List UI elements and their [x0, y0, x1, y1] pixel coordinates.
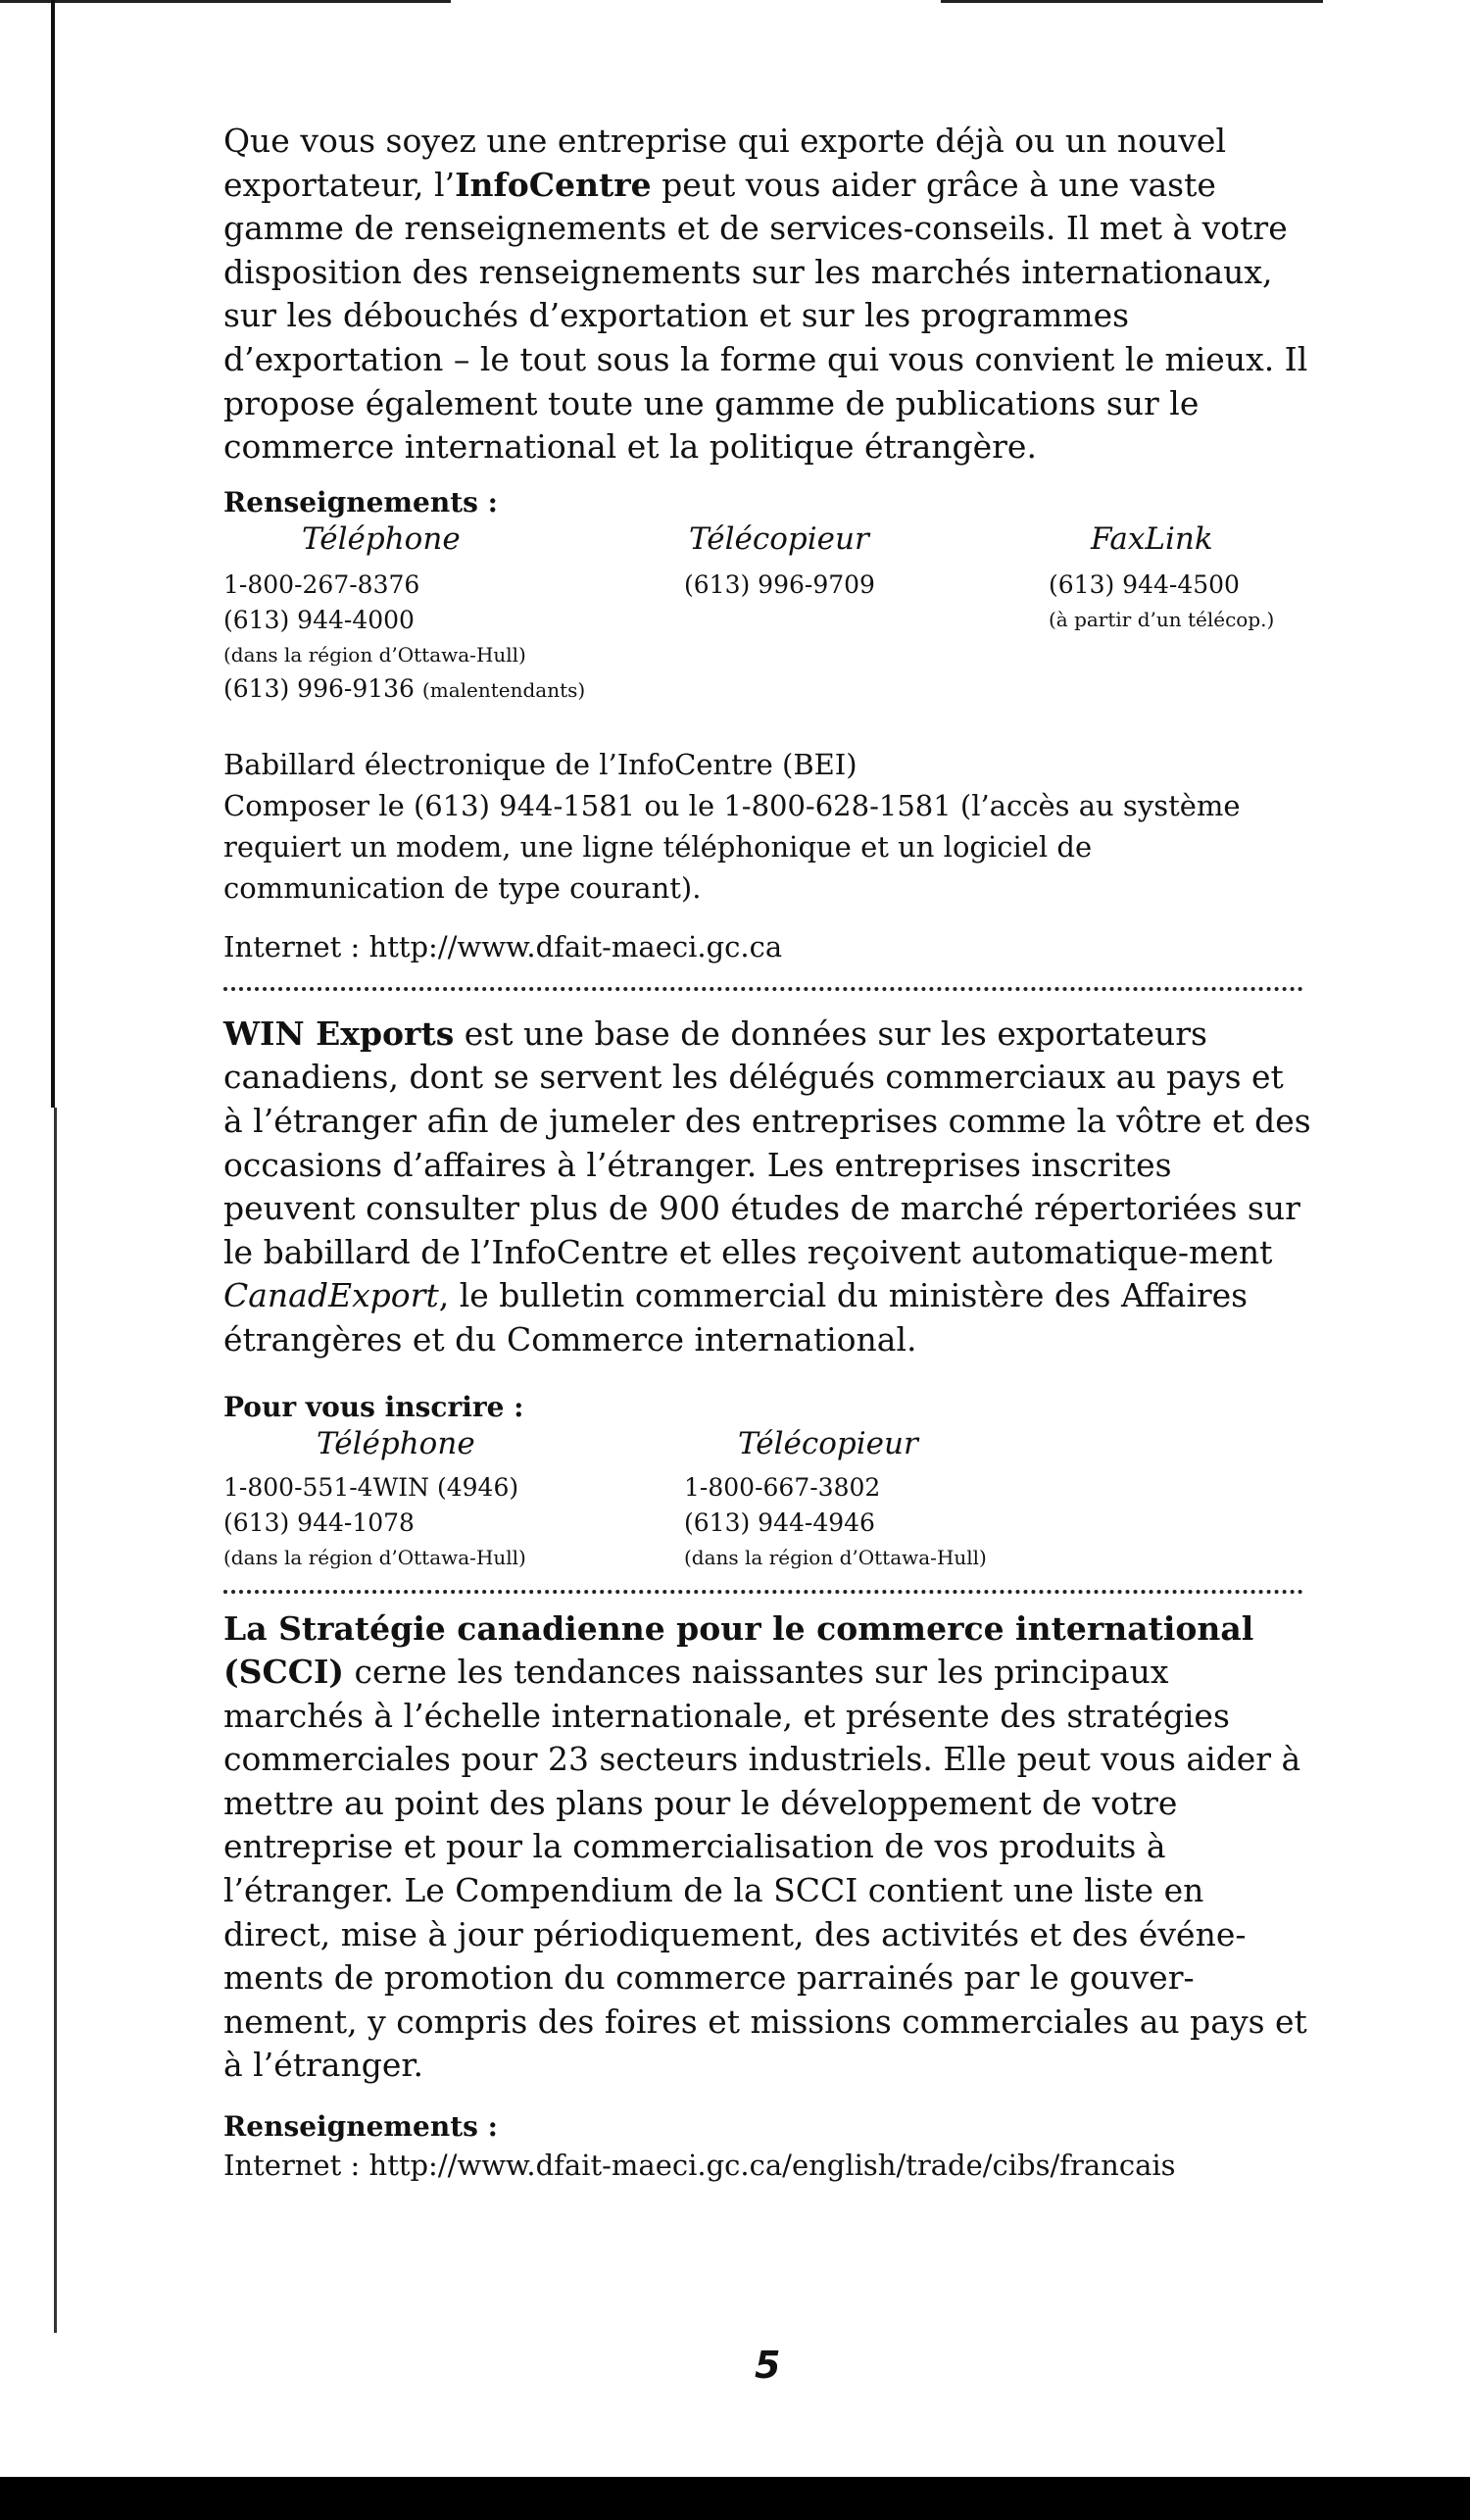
win-exports-fax-head: Télécopieur	[738, 1425, 918, 1461]
infocentre-fax-column	[684, 568, 875, 603]
infocentre-contacts	[223, 520, 1311, 707]
scci-text: cerne les tendances naissantes sur les principaux marchés à l’échelle internationale, et présente des stratégies commerciales pour 23 secteurs industriels. Elle peut vous aider à mettre au point des plans pour le développement de votre entreprise et pour la commercialisation de vos produits à l’étranger. Le Compendium de la SCCI contient une liste en direct, mise à jour périodiquement, des activités et des événe-ments de promotion du commerce parrainés par le gouver-nement, y compris des foires et missions commerciales au pays et à l’étranger.	[223, 1653, 1307, 2085]
page-content	[223, 120, 1311, 2186]
bbs-title: Babillard électronique de l’InfoCentre (BEI)	[223, 747, 858, 781]
scci-internet: Internet : http://www.dfait-maeci.gc.ca/english/trade/cibs/francais	[223, 2149, 1176, 2183]
infocentre-contact-label: Renseignements :	[223, 485, 498, 519]
scan-edge-bottom	[0, 2477, 1470, 2520]
win-exports-phone-1: 1-800-551-4WIN (4946)	[223, 1472, 519, 1502]
scan-edge-left	[51, 0, 55, 1108]
infocentre-faxlink-note: (à partir d’un télécop.)	[1049, 607, 1275, 631]
win-exports-paragraph	[223, 1013, 1311, 1362]
infocentre-text-rest: peut vous aider grâce à une vaste gamme de renseignements et de services-conseils. Il met à votre disposition des renseignements sur les marchés internationaux, sur les débouchés d’exportation et sur les programmes d’exportation – le tout sous la forme qui vous convient le mieux. Il propose également toute une gamme de publications sur le commerce international et la politique étrangère.	[223, 165, 1308, 467]
bbs-description: Composer le (613) 944-1581 ou le 1-800-628-1581 (l’accès au système requiert un modem, une ligne téléphonique et un logiciel de communication de type courant).	[223, 788, 1241, 905]
infocentre-fax-head: Télécopieur	[689, 520, 869, 557]
infocentre-faxlink-head: FaxLink	[1091, 520, 1213, 557]
scan-edge-left-lower	[54, 1108, 57, 2333]
win-exports-telephone-head: Téléphone	[317, 1425, 475, 1461]
scan-edge-top-left	[0, 0, 451, 3]
infocentre-telephone-column	[223, 568, 585, 707]
infocentre-phone-3: (613) 996-9136	[223, 673, 415, 703]
section-divider-2	[223, 1590, 1303, 1594]
win-exports-fax-column	[684, 1470, 987, 1574]
win-exports-contacts	[223, 1425, 1311, 1572]
infocentre-text-start: Que vous soyez une entreprise qui exporte déjà ou un nouvel exportateur, l’	[223, 122, 1227, 204]
infocentre-phone-2-note: (dans la région d’Ottawa-Hull)	[223, 642, 526, 667]
win-exports-phone-2-note: (dans la région d’Ottawa-Hull)	[223, 1545, 526, 1569]
page-number: 5	[755, 2344, 781, 2387]
win-exports-fax-1: 1-800-667-3802	[684, 1472, 881, 1502]
win-exports-phone-2: (613) 944-1078	[223, 1507, 415, 1537]
infocentre-phone-3-note: (malentendants)	[421, 677, 586, 702]
canadexport-title: CanadExport	[223, 1276, 439, 1315]
scci-paragraph	[223, 1607, 1311, 2089]
section-divider-1	[223, 987, 1303, 991]
win-exports-text-2: , le bulletin commercial du ministère des Affaires étrangères et du Commerce international.	[223, 1276, 1249, 1359]
win-exports-fax-2-note: (dans la région d’Ottawa-Hull)	[684, 1545, 987, 1569]
win-exports-telephone-column	[223, 1470, 526, 1574]
win-exports-text-1: est une base de données sur les exportateurs canadiens, dont se servent les délégués commerciaux au pays et à l’étranger afin de jumeler des entreprises comme la vôtre et des occasions d’affaires à l’étranger. Les entreprises inscrites peuvent consulter plus de 900 études de marché répertoriées sur le babillard de l’InfoCentre et elles reçoivent automatique-ment	[223, 1013, 1311, 1271]
infocentre-phone-1: 1-800-267-8376	[223, 569, 420, 599]
infocentre-name: InfoCentre	[455, 165, 652, 204]
scci-contact-label: Renseignements :	[223, 2110, 498, 2144]
scci-name: La Stratégie canadienne pour le commerce international (SCCI)	[223, 1608, 1254, 1692]
win-exports-contact-label: Pour vous inscrire :	[223, 1390, 524, 1423]
win-exports-name: WIN Exports	[223, 1013, 455, 1053]
scan-edge-top-right	[941, 0, 1323, 3]
infocentre-telephone-head: Téléphone	[302, 520, 461, 557]
infocentre-fax-1: (613) 996-9709	[684, 569, 875, 599]
infocentre-phone-2: (613) 944-4000	[223, 605, 415, 634]
infocentre-paragraph	[223, 120, 1311, 469]
infocentre-faxlink-1: (613) 944-4500	[1049, 569, 1240, 599]
win-exports-fax-2: (613) 944-4946	[684, 1507, 875, 1537]
infocentre-faxlink-column	[1049, 568, 1274, 636]
infocentre-internet: Internet : http://www.dfait-maeci.gc.ca	[223, 929, 783, 964]
